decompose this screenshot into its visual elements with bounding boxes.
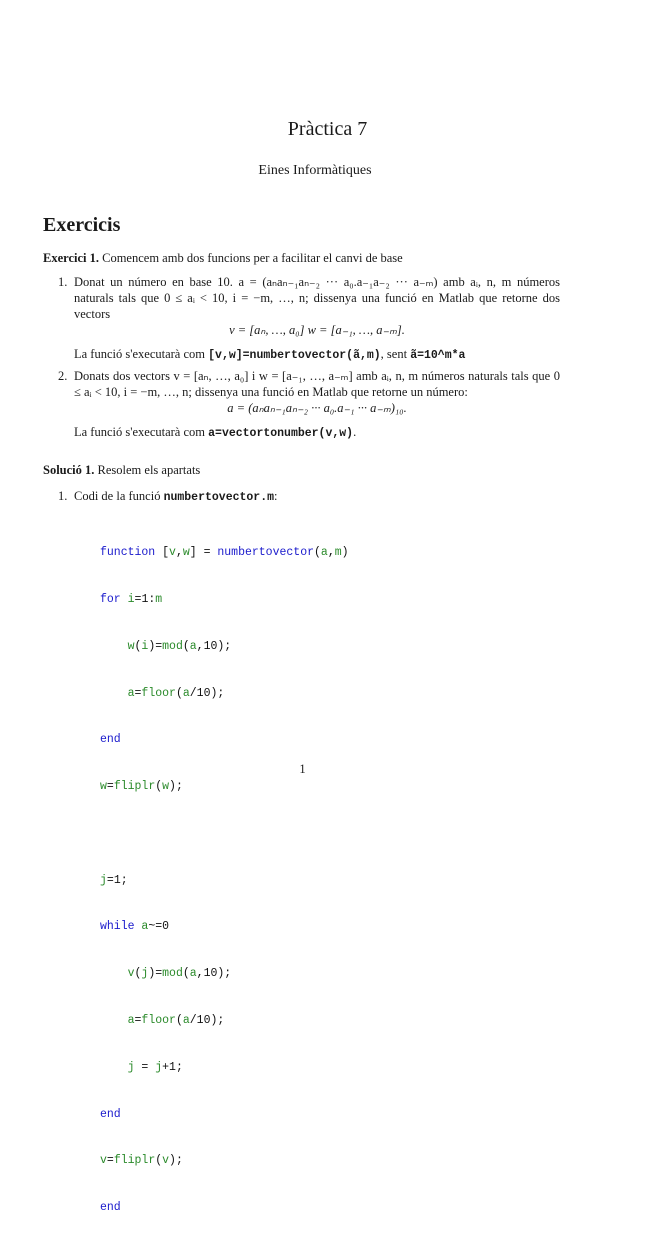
solution-intro [43, 462, 559, 478]
code-line: end [100, 1201, 121, 1215]
item-usage [74, 424, 560, 442]
item-number: 1. [58, 275, 68, 289]
item-number: 2. [58, 369, 68, 383]
code-line: a=floor(a/10); [127, 1014, 225, 1027]
exercise-intro-text: Comencem amb dos funcions per a facilitar el canvi de base [102, 251, 403, 265]
solution-item-suffix: : [274, 489, 278, 503]
exercise-label: Exercici 1. [43, 251, 99, 265]
code-line [100, 826, 349, 842]
code-listing [100, 514, 349, 1247]
code-line: v(j)=mod(a,10); [127, 967, 232, 981]
code-line: end [100, 1107, 121, 1121]
usage-prefix: La funció s'executarà com [74, 425, 206, 439]
item-usage [74, 346, 560, 364]
exercise-item-2 [58, 368, 560, 442]
item-text: Donats dos vectors v = [aₙ, …, a₀] i w = [a₋₁, …, a₋ₘ] amb aᵢ, n, m números naturals tals que 0 ≤ aᵢ < 10, i = −m, …, n; dissenya una funció en Matlab que retorne un número: [74, 369, 560, 399]
usage-mid: , sent [380, 347, 408, 361]
code-line: a=floor(a/10); [127, 686, 225, 700]
item-text: Donat un número en base 10. a = (aₙaₙ₋₁aₙ₋₂ ··· a₀.a₋₁a₋₂ ··· a₋ₘ) amb aᵢ, n, m números naturals tals que 0 ≤ aᵢ < 10, i = −m, …, n; dissenya una funció en Matlab que retorne dos vectors [74, 275, 560, 321]
code-line: function [v,w] = numbertovector(a,m) [100, 546, 349, 560]
code-line: v=fliplr(v); [100, 1154, 183, 1168]
page-subtitle: Eines Informàtiques [258, 163, 372, 178]
usage-code-2: ã=10^m*a [410, 349, 466, 362]
exercise-intro [43, 250, 559, 266]
code-line: j=1; [100, 873, 128, 887]
exercise-item-1 [58, 274, 560, 364]
item-number: 1. [58, 489, 68, 503]
item-equation: a = (aₙaₙ₋₁aₙ₋₂ ··· a₀.a₋₁ ··· a₋ₘ)₁₀. [227, 401, 407, 415]
usage-suffix: . [353, 425, 357, 439]
solution-item-1 [58, 488, 560, 506]
section-heading: Exercicis [43, 214, 121, 236]
page-title: Pràctica 7 [287, 118, 368, 140]
solution-intro-text: Resolem els apartats [97, 463, 201, 477]
solution-label: Solució 1. [43, 463, 95, 477]
item-equation: v = [aₙ, …, a₀] w = [a₋₁, …, a₋ₘ]. [229, 323, 405, 337]
code-line: w(i)=mod(a,10); [127, 639, 232, 653]
usage-code: a=vectortonumber(v,w) [208, 427, 354, 440]
solution-item-prefix: Codi de la funció [74, 489, 161, 503]
usage-code: [v,w]=numbertovector(ã,m) [208, 349, 381, 362]
code-line: while a~=0 [100, 920, 170, 934]
usage-prefix: La funció s'executarà com [74, 347, 206, 361]
code-line: w=fliplr(w); [100, 780, 183, 794]
page-number: 1 [299, 762, 306, 776]
solution-item-code: numbertovector.m [163, 491, 274, 504]
code-line: j = j+1; [127, 1060, 183, 1074]
code-line: for i=1:m [100, 592, 163, 606]
code-line: end [100, 733, 121, 747]
